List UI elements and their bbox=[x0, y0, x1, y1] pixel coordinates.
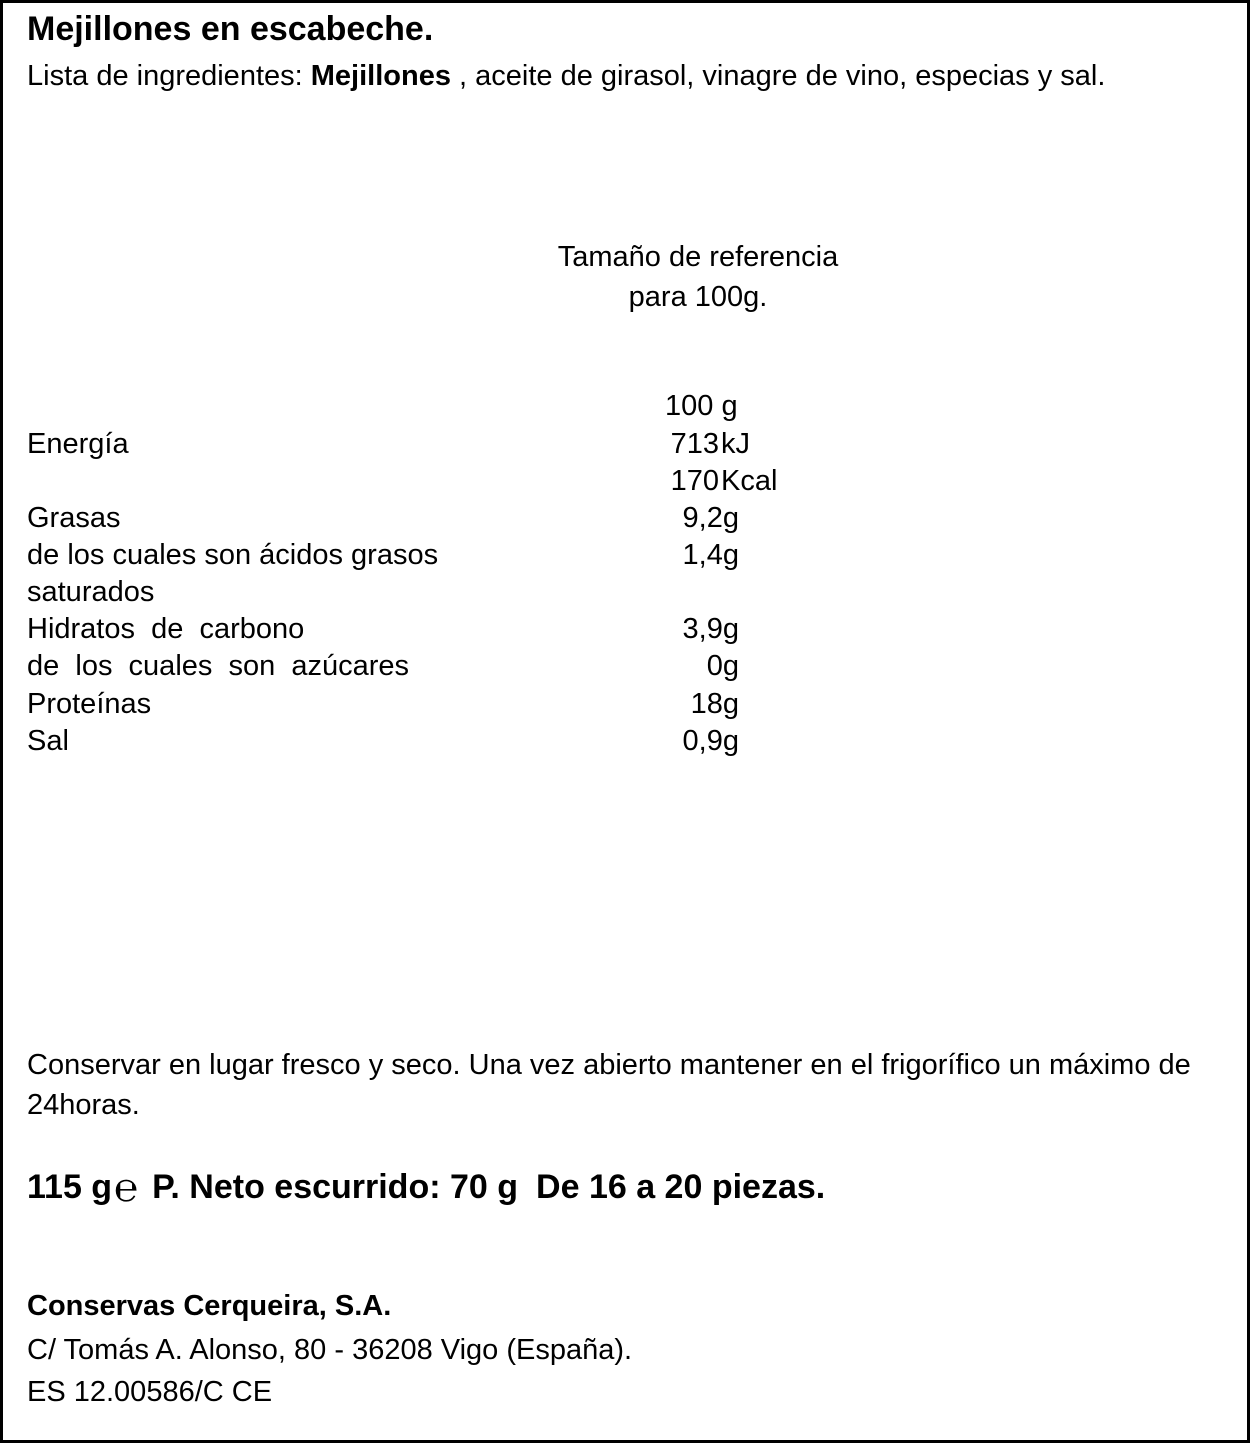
ingredients-allergen: Mejillones bbox=[310, 60, 451, 92]
drained-weight: P. Neto escurrido: 70 g bbox=[152, 1168, 519, 1206]
ingredients-prefix: Lista de ingredientes: bbox=[27, 60, 311, 92]
reference-line-1: Tamaño de referencia bbox=[557, 241, 839, 273]
nutrition-row-value: 0,9g bbox=[682, 725, 739, 757]
nutrition-row-unit: kJ bbox=[721, 428, 750, 460]
e-mark-icon: ℮ bbox=[114, 1165, 139, 1211]
storage-instructions: Conservar en lugar fresco y seco. Una vez abierto mantener en el frigorífico un máximo de 24horas. bbox=[27, 1049, 1191, 1121]
net-weight: 115 g bbox=[27, 1168, 113, 1206]
nutrition-row-name: saturados bbox=[27, 576, 155, 608]
nutrition-row-name: Grasas bbox=[27, 502, 121, 534]
nutrition-row-value: 18g bbox=[690, 688, 739, 720]
piece-count: De 16 a 20 piezas. bbox=[536, 1168, 826, 1206]
sanitary-registry: ES 12.00586/C CE bbox=[27, 1376, 273, 1408]
nutrition-row-name: Hidratos de carbono bbox=[27, 613, 305, 645]
ingredients-list bbox=[27, 57, 1197, 95]
company-address: C/ Tomás A. Alonso, 80 - 36208 Vigo (España). bbox=[27, 1334, 633, 1366]
nutrition-row-value: 1,4g bbox=[682, 539, 739, 571]
ingredients-rest: , aceite de girasol, vinagre de vino, especias y sal. bbox=[450, 60, 1106, 92]
nutrition-row-value: 713 bbox=[670, 428, 719, 460]
product-title: Mejillones en escabeche. bbox=[27, 10, 434, 48]
nutrition-row-value: 3,9g bbox=[682, 613, 739, 645]
nutrition-row-unit: Kcal bbox=[721, 465, 778, 497]
nutrition-row-name: de los cuales son azúcares bbox=[27, 650, 410, 682]
nutrition-row-name: Proteínas bbox=[27, 688, 152, 720]
nutrition-row-name: de los cuales son ácidos grasos bbox=[27, 539, 439, 571]
nutrition-row-value: 0g bbox=[706, 650, 739, 682]
reference-line-2: para 100g. bbox=[628, 281, 768, 313]
nutrition-row-value: 170 bbox=[670, 465, 719, 497]
weights-line bbox=[27, 1165, 825, 1209]
company-name: Conservas Cerqueira, S.A. bbox=[27, 1290, 392, 1322]
nutrition-row-name: Energía bbox=[27, 428, 129, 460]
reference-size bbox=[503, 237, 893, 317]
nutrition-header-value: 100 g bbox=[665, 390, 738, 422]
nutrition-row-name: Sal bbox=[27, 725, 69, 757]
nutrition-row-value: 9,2g bbox=[682, 502, 739, 534]
